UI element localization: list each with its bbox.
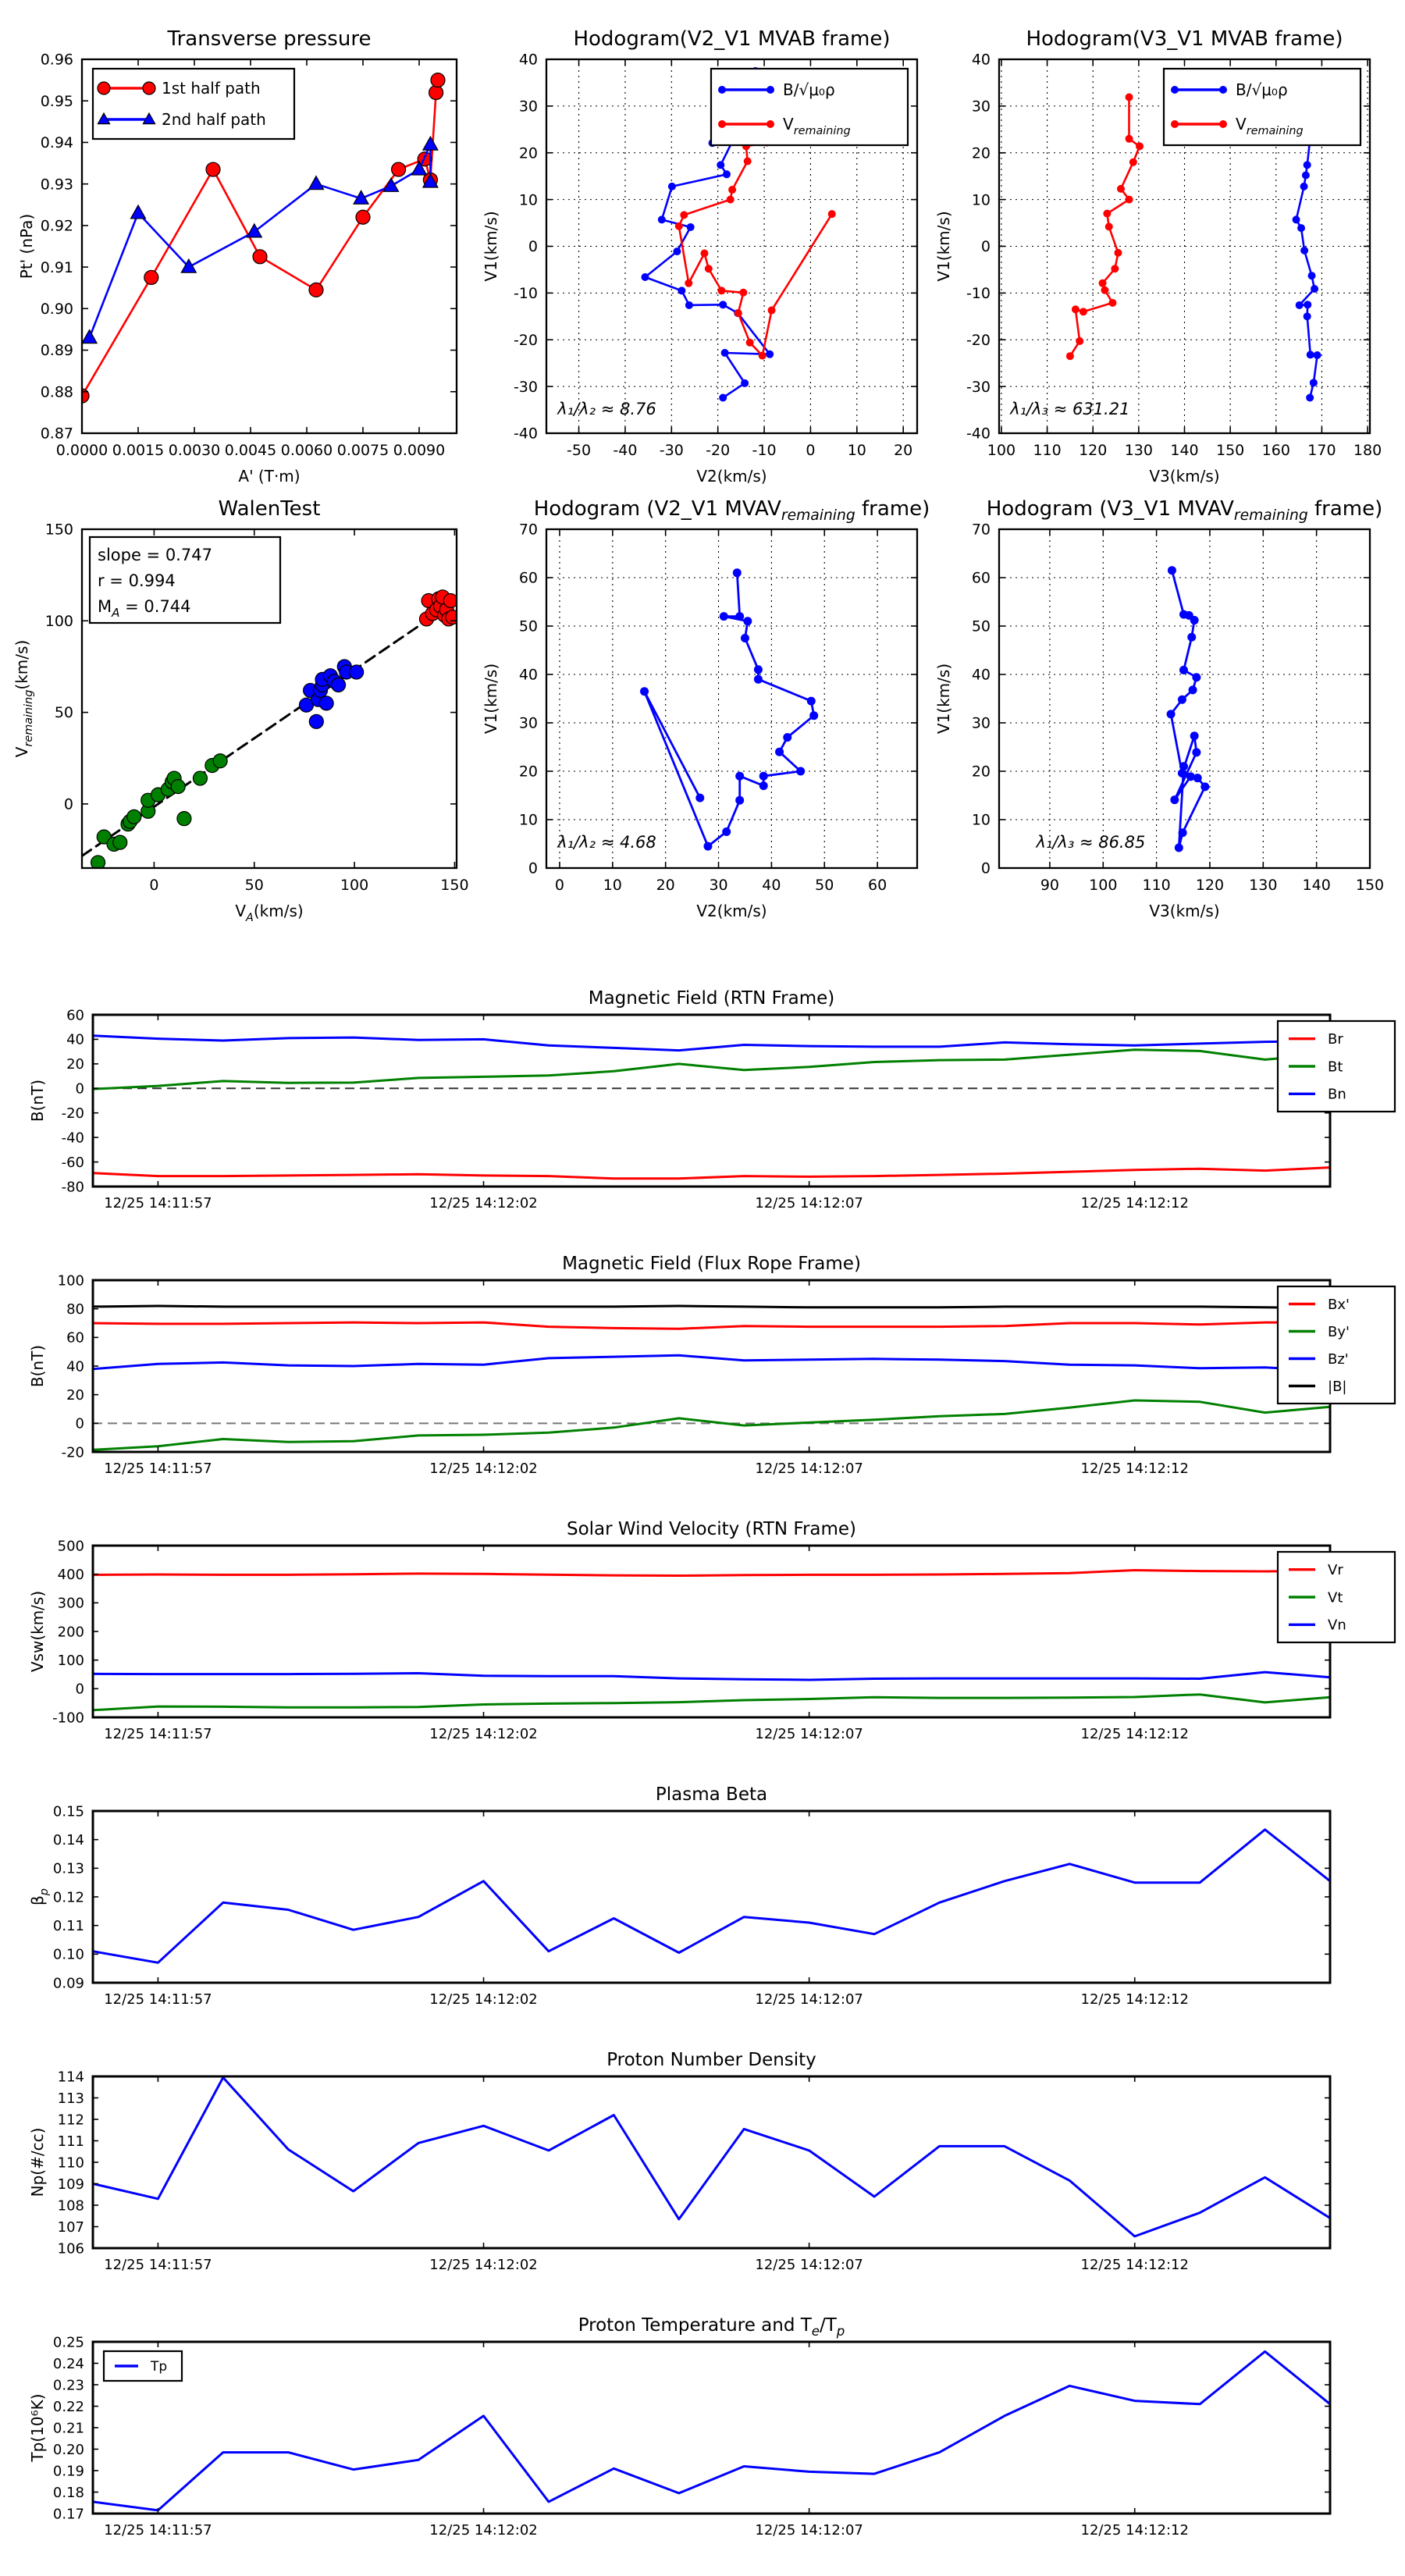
svg-text:80: 80 bbox=[66, 1300, 84, 1318]
svg-text:12/25 14:12:12: 12/25 14:12:12 bbox=[1080, 1726, 1189, 1742]
mag-field-fluxrope-ylabel: B(nT) bbox=[28, 1344, 47, 1388]
proton-temperature-panel bbox=[28, 2315, 1330, 2539]
plasma-beta-ylabel: $\beta_p$ bbox=[28, 1888, 51, 1905]
svg-text:0.12: 0.12 bbox=[52, 1889, 84, 1906]
svg-text:12/25 14:12:12: 12/25 14:12:12 bbox=[1080, 1195, 1189, 1212]
svg-text:-10: -10 bbox=[752, 442, 777, 459]
proton-temperature-ylabel: Tp(10⁶K) bbox=[28, 2393, 47, 2462]
svg-text:12/25 14:12:02: 12/25 14:12:02 bbox=[429, 1195, 538, 1212]
svg-text:12/25 14:12:02: 12/25 14:12:02 bbox=[429, 1726, 538, 1742]
svg-text:60: 60 bbox=[66, 1007, 84, 1024]
svg-text:50: 50 bbox=[54, 704, 73, 722]
hodogram-v2v1-mvab-title: Hodogram(V2_V1 MVAB frame) bbox=[573, 27, 891, 51]
svg-text:-10: -10 bbox=[966, 285, 991, 303]
svg-text:400: 400 bbox=[57, 1566, 84, 1583]
svg-text:0.17: 0.17 bbox=[52, 2506, 84, 2523]
svg-text:0.89: 0.89 bbox=[40, 342, 73, 360]
solar-wind-velocity-panel bbox=[28, 1519, 1395, 1742]
svg-text:12/25 14:12:07: 12/25 14:12:07 bbox=[755, 1461, 863, 1477]
svg-text:10: 10 bbox=[971, 811, 991, 829]
svg-text:12/25 14:11:57: 12/25 14:11:57 bbox=[104, 2257, 212, 2273]
hodogram-v3v1-mvab-panel bbox=[934, 27, 1382, 486]
hodogram-v3v1-mvav-series bbox=[1167, 566, 1210, 852]
svg-text:130: 130 bbox=[1124, 442, 1153, 459]
transverse-pressure-ylabel: Pt' (nPa) bbox=[17, 213, 36, 279]
svg-text:100: 100 bbox=[44, 612, 73, 630]
hodogram-v3v1-mvav-panel bbox=[934, 497, 1384, 920]
solar-wind-velocity-line-Vr bbox=[93, 1571, 1330, 1576]
svg-text:107: 107 bbox=[57, 2218, 84, 2236]
svg-text:2nd half path: 2nd half path bbox=[162, 110, 266, 129]
svg-text:0.0075: 0.0075 bbox=[336, 442, 389, 459]
svg-text:90: 90 bbox=[1040, 877, 1060, 894]
svg-text:12/25 14:12:02: 12/25 14:12:02 bbox=[429, 2257, 538, 2273]
solar-wind-velocity-series bbox=[93, 1571, 1330, 1710]
proton-number-density-series bbox=[93, 2077, 1330, 2236]
hodogram-v2v1-mvav-title: Hodogram (V2_V1 $MVAV_{remaining}$ frame) bbox=[533, 497, 930, 524]
walen-test-stats-line: slope = 0.747 bbox=[98, 546, 212, 564]
svg-text:-20: -20 bbox=[61, 1105, 84, 1123]
hodogram-v3v1-mvav-ylabel: V1(km/s) bbox=[934, 663, 953, 735]
mag-field-fluxrope-legend bbox=[1278, 1286, 1395, 1404]
walen-test-stats-line: r = 0.994 bbox=[98, 571, 176, 590]
svg-text:0.25: 0.25 bbox=[52, 2334, 84, 2351]
svg-text:12/25 14:12:12: 12/25 14:12:12 bbox=[1080, 2257, 1189, 2273]
plasma-beta-line-beta_p bbox=[93, 1830, 1330, 1963]
svg-text:-60: -60 bbox=[61, 1154, 84, 1171]
hodogram-v2v1-mvav-xlabel: V2(km/s) bbox=[696, 902, 767, 920]
svg-text:140: 140 bbox=[1302, 877, 1331, 894]
hodogram-v2v1-mvab-legend bbox=[711, 69, 908, 145]
svg-text:Bz': Bz' bbox=[1328, 1350, 1349, 1368]
svg-text:111: 111 bbox=[57, 2133, 84, 2150]
svg-text:112: 112 bbox=[57, 2112, 84, 2129]
svg-text:100: 100 bbox=[57, 1652, 84, 1669]
plasma-beta-panel bbox=[28, 1784, 1330, 2008]
mag-field-fluxrope-line-By' bbox=[93, 1400, 1330, 1450]
svg-text:100: 100 bbox=[57, 1272, 84, 1290]
svg-text:0: 0 bbox=[554, 877, 565, 894]
svg-text:40: 40 bbox=[518, 51, 538, 69]
svg-text:12/25 14:12:07: 12/25 14:12:07 bbox=[755, 2522, 863, 2539]
svg-text:12/25 14:11:57: 12/25 14:11:57 bbox=[104, 1461, 212, 1477]
svg-text:0.15: 0.15 bbox=[52, 1803, 84, 1820]
svg-text:B/√μ₀ρ: B/√μ₀ρ bbox=[1236, 80, 1288, 99]
svg-text:50: 50 bbox=[244, 877, 264, 894]
svg-text:0.14: 0.14 bbox=[52, 1831, 84, 1848]
svg-text:20: 20 bbox=[894, 442, 913, 459]
hodogram-v2v1-mvab-panel bbox=[482, 27, 917, 486]
svg-text:12/25 14:12:07: 12/25 14:12:07 bbox=[755, 1195, 863, 1212]
svg-text:1st half path: 1st half path bbox=[162, 79, 261, 98]
walen-test-stats-line: $M_A = 0.744$ bbox=[98, 597, 191, 620]
proton-temperature-line-Tp bbox=[93, 2351, 1330, 2510]
svg-text:12/25 14:12:07: 12/25 14:12:07 bbox=[755, 1991, 863, 2008]
svg-text:12/25 14:12:07: 12/25 14:12:07 bbox=[755, 2257, 863, 2273]
svg-text:0: 0 bbox=[806, 442, 816, 459]
svg-text:120: 120 bbox=[1079, 442, 1108, 459]
svg-text:100: 100 bbox=[340, 877, 369, 894]
svg-text:150: 150 bbox=[440, 877, 469, 894]
proton-temperature-series bbox=[93, 2351, 1330, 2510]
proton-temperature-ticks bbox=[53, 2334, 1330, 2539]
svg-text:180: 180 bbox=[1353, 442, 1382, 459]
svg-text:0.87: 0.87 bbox=[40, 425, 73, 443]
svg-text:20: 20 bbox=[656, 877, 675, 894]
hodogram-v2v1-mvav-panel bbox=[482, 497, 930, 920]
svg-text:-50: -50 bbox=[567, 442, 592, 459]
svg-text:30: 30 bbox=[518, 714, 538, 732]
svg-text:|B|: |B| bbox=[1328, 1378, 1347, 1395]
hodogram-v3v1-mvab-legend bbox=[1164, 69, 1361, 145]
mag-field-fluxrope-line-Bx' bbox=[93, 1322, 1330, 1329]
mag-field-rtn-panel bbox=[28, 988, 1395, 1212]
mag-field-fluxrope-ticks bbox=[58, 1272, 1330, 1477]
svg-text:0.0030: 0.0030 bbox=[168, 442, 221, 459]
transverse-pressure-line-2nd half path bbox=[90, 144, 431, 338]
svg-text:-20: -20 bbox=[513, 331, 538, 349]
svg-text:20: 20 bbox=[66, 1056, 84, 1073]
proton-number-density-spines bbox=[93, 2076, 1330, 2248]
svg-text:12/25 14:12:12: 12/25 14:12:12 bbox=[1080, 1461, 1189, 1477]
svg-text:110: 110 bbox=[1142, 877, 1171, 894]
svg-text:0.13: 0.13 bbox=[52, 1860, 84, 1877]
svg-text:20: 20 bbox=[518, 144, 538, 162]
svg-text:40: 40 bbox=[971, 666, 991, 684]
svg-text:110: 110 bbox=[1033, 442, 1062, 459]
svg-text:113: 113 bbox=[57, 2090, 84, 2107]
svg-text:-20: -20 bbox=[61, 1444, 84, 1461]
proton-number-density-line-Np bbox=[93, 2077, 1330, 2236]
plasma-beta-spines bbox=[93, 1811, 1330, 1983]
svg-text:-80: -80 bbox=[61, 1179, 84, 1196]
svg-text:60: 60 bbox=[66, 1329, 84, 1347]
svg-text:20: 20 bbox=[971, 763, 991, 781]
svg-text:12/25 14:12:12: 12/25 14:12:12 bbox=[1080, 1991, 1189, 2008]
svg-text:120: 120 bbox=[1195, 877, 1225, 894]
svg-text:60: 60 bbox=[868, 877, 887, 894]
hodogram-v2v1-mvav-line-V bbox=[645, 573, 814, 846]
svg-text:0.88: 0.88 bbox=[40, 383, 73, 401]
svg-text:300: 300 bbox=[57, 1595, 84, 1612]
svg-text:0.0060: 0.0060 bbox=[280, 442, 333, 459]
mag-field-fluxrope-panel bbox=[28, 1254, 1395, 1477]
svg-text:114: 114 bbox=[57, 2069, 84, 2086]
plasma-beta-series bbox=[93, 1830, 1330, 1963]
svg-text:10: 10 bbox=[971, 191, 991, 209]
hodogram-v2v1-mvav-series bbox=[640, 568, 818, 850]
svg-text:200: 200 bbox=[57, 1624, 84, 1641]
hodogram-v2v1-mvab-xlabel: V2(km/s) bbox=[696, 467, 767, 486]
walen-test-title: WalenTest bbox=[218, 497, 321, 521]
svg-text:50: 50 bbox=[518, 617, 538, 635]
solar-wind-velocity-ticks bbox=[52, 1538, 1330, 1742]
hodogram-v2v1-mvab-annotation: λ₁/λ₂ ≈ 8.76 bbox=[557, 400, 656, 419]
svg-text:Bt: Bt bbox=[1328, 1059, 1343, 1076]
svg-text:-40: -40 bbox=[613, 442, 638, 459]
svg-text:20: 20 bbox=[66, 1386, 84, 1404]
svg-text:10: 10 bbox=[518, 811, 538, 829]
mag-field-fluxrope-line-|B| bbox=[93, 1306, 1330, 1308]
svg-text:100: 100 bbox=[1089, 877, 1118, 894]
svg-text:0.10: 0.10 bbox=[52, 1946, 84, 1963]
svg-text:12/25 14:11:57: 12/25 14:11:57 bbox=[104, 2522, 212, 2539]
solar-wind-velocity-ylabel: Vsw(km/s) bbox=[28, 1590, 47, 1673]
svg-text:0.92: 0.92 bbox=[40, 217, 73, 235]
svg-text:0.90: 0.90 bbox=[40, 300, 73, 318]
svg-text:-30: -30 bbox=[966, 378, 991, 396]
svg-text:50: 50 bbox=[815, 877, 834, 894]
svg-text:0.19: 0.19 bbox=[52, 2463, 84, 2480]
hodogram-v3v1-mvab-annotation: λ₁/λ₃ ≈ 631.21 bbox=[1010, 400, 1130, 419]
svg-text:12/25 14:12:02: 12/25 14:12:02 bbox=[429, 1461, 538, 1477]
hodogram-v3v1-mvav-annotation: λ₁/λ₃ ≈ 86.85 bbox=[1036, 832, 1146, 852]
svg-text:100: 100 bbox=[987, 442, 1016, 459]
hodogram-v2v1-mvab-ylabel: V1(km/s) bbox=[482, 211, 500, 282]
plasma-beta-title: Plasma Beta bbox=[655, 1784, 768, 1805]
mag-field-rtn-spines bbox=[93, 1015, 1330, 1187]
svg-text:0.0045: 0.0045 bbox=[224, 442, 277, 459]
hodogram-v3v1-mvav-xlabel: V3(km/s) bbox=[1149, 902, 1220, 920]
mag-field-rtn-title: Magnetic Field (RTN Frame) bbox=[588, 988, 835, 1009]
hodogram-v2v1-mvav-ylabel: V1(km/s) bbox=[482, 663, 500, 735]
svg-text:150: 150 bbox=[1355, 877, 1385, 894]
svg-text:20: 20 bbox=[518, 763, 538, 781]
svg-text:0.21: 0.21 bbox=[52, 2420, 84, 2437]
proton-number-density-panel bbox=[28, 2050, 1330, 2273]
svg-text:60: 60 bbox=[518, 569, 538, 587]
svg-text:30: 30 bbox=[518, 98, 538, 116]
svg-text:0.96: 0.96 bbox=[40, 51, 73, 69]
mag-field-rtn-ticks bbox=[62, 1007, 1330, 1212]
svg-text:0.23: 0.23 bbox=[52, 2377, 84, 2394]
svg-text:Vr: Vr bbox=[1328, 1561, 1343, 1578]
svg-text:60: 60 bbox=[971, 569, 991, 587]
svg-text:0.22: 0.22 bbox=[52, 2398, 84, 2415]
walen-test-panel bbox=[12, 497, 469, 924]
solar-wind-velocity-line-Vt bbox=[93, 1695, 1330, 1710]
svg-text:0.0015: 0.0015 bbox=[112, 442, 165, 459]
svg-text:12/25 14:12:12: 12/25 14:12:12 bbox=[1080, 2522, 1189, 2539]
svg-text:10: 10 bbox=[518, 191, 538, 209]
svg-text:12/25 14:11:57: 12/25 14:11:57 bbox=[104, 1726, 212, 1742]
svg-text:0: 0 bbox=[75, 1080, 84, 1098]
svg-text:Vremaining: $V_{remaining}$ bbox=[783, 115, 851, 137]
svg-text:-20: -20 bbox=[966, 331, 991, 349]
svg-text:40: 40 bbox=[66, 1358, 84, 1375]
svg-text:0.20: 0.20 bbox=[52, 2441, 84, 2458]
hodogram-v3v1-mvab-title: Hodogram(V3_V1 MVAB frame) bbox=[1026, 27, 1343, 51]
svg-text:160: 160 bbox=[1261, 442, 1290, 459]
svg-text:0.95: 0.95 bbox=[40, 92, 73, 110]
proton-number-density-title: Proton Number Density bbox=[606, 2050, 816, 2070]
svg-text:10: 10 bbox=[847, 442, 866, 459]
proton-temperature-spines bbox=[93, 2342, 1330, 2514]
svg-text:70: 70 bbox=[518, 521, 538, 539]
proton-temperature-title: Proton Temperature and $T_e/T_p$ bbox=[578, 2315, 845, 2339]
svg-text:40: 40 bbox=[971, 51, 991, 69]
svg-text:0.0090: 0.0090 bbox=[393, 442, 446, 459]
svg-text:12/25 14:12:07: 12/25 14:12:07 bbox=[755, 1726, 863, 1742]
svg-text:0: 0 bbox=[980, 859, 991, 877]
svg-text:-40: -40 bbox=[966, 425, 991, 443]
svg-text:0.18: 0.18 bbox=[52, 2484, 84, 2501]
svg-text:150: 150 bbox=[44, 521, 73, 539]
svg-text:0.11: 0.11 bbox=[52, 1917, 84, 1934]
svg-text:0.24: 0.24 bbox=[52, 2355, 84, 2372]
svg-text:Tp: Tp bbox=[151, 2358, 168, 2375]
svg-text:108: 108 bbox=[57, 2197, 84, 2215]
svg-text:130: 130 bbox=[1249, 877, 1278, 894]
svg-text:-100: -100 bbox=[52, 1710, 84, 1727]
svg-text:50: 50 bbox=[971, 617, 991, 635]
proton-number-density-ticks bbox=[58, 2069, 1330, 2273]
walen-test-ylabel: $V_{remaining}(km/s)$ bbox=[12, 639, 35, 758]
svg-text:20: 20 bbox=[971, 144, 991, 162]
svg-text:109: 109 bbox=[57, 2176, 84, 2193]
svg-text:30: 30 bbox=[971, 714, 991, 732]
svg-text:0: 0 bbox=[149, 877, 159, 894]
svg-text:12/25 14:11:57: 12/25 14:11:57 bbox=[104, 1195, 212, 1212]
svg-text:Vremaining: $V_{remaining}$ bbox=[1236, 115, 1304, 137]
svg-text:-30: -30 bbox=[659, 442, 684, 459]
svg-text:106: 106 bbox=[57, 2240, 84, 2258]
svg-text:70: 70 bbox=[971, 521, 991, 539]
mag-field-rtn-legend bbox=[1278, 1021, 1395, 1112]
proton-number-density-ylabel: Np(#/cc) bbox=[28, 2127, 47, 2197]
svg-text:Vt: Vt bbox=[1328, 1589, 1343, 1606]
svg-text:40: 40 bbox=[518, 666, 538, 684]
svg-text:12/25 14:12:02: 12/25 14:12:02 bbox=[429, 1991, 538, 2008]
svg-text:By': By' bbox=[1328, 1323, 1350, 1340]
walen-test-series bbox=[82, 590, 460, 870]
transverse-pressure-title: Transverse pressure bbox=[167, 27, 372, 51]
solar-wind-velocity-line-Vn bbox=[93, 1672, 1330, 1680]
svg-text:0: 0 bbox=[528, 238, 538, 256]
transverse-pressure-xlabel: A' (T·m) bbox=[238, 467, 301, 486]
svg-text:0.09: 0.09 bbox=[52, 1975, 84, 1992]
solar-wind-velocity-legend bbox=[1278, 1552, 1395, 1642]
mag-field-rtn-series bbox=[93, 1036, 1330, 1179]
svg-text:Bn: Bn bbox=[1328, 1086, 1346, 1103]
svg-text:0: 0 bbox=[75, 1415, 84, 1432]
walen-test-xlabel: $V_A(km/s)$ bbox=[235, 902, 304, 924]
transverse-pressure-panel bbox=[17, 27, 457, 486]
svg-text:40: 40 bbox=[66, 1031, 84, 1048]
svg-text:12/25 14:11:57: 12/25 14:11:57 bbox=[104, 1991, 212, 2008]
svg-text:Vn: Vn bbox=[1328, 1617, 1346, 1634]
svg-text:10: 10 bbox=[603, 877, 622, 894]
svg-text:-40: -40 bbox=[61, 1130, 84, 1147]
svg-text:40: 40 bbox=[762, 877, 781, 894]
svg-text:-20: -20 bbox=[706, 442, 731, 459]
proton-temperature-legend bbox=[104, 2351, 182, 2381]
hodogram-v3v1-mvav-title: Hodogram (V3_V1 $MVAV_{remaining}$ frame) bbox=[986, 497, 1383, 524]
mag-field-fluxrope-series bbox=[93, 1306, 1330, 1450]
svg-text:30: 30 bbox=[971, 98, 991, 116]
svg-text:-10: -10 bbox=[513, 285, 538, 303]
svg-text:B/√μ₀ρ: B/√μ₀ρ bbox=[783, 80, 835, 99]
svg-text:150: 150 bbox=[1216, 442, 1245, 459]
svg-text:0: 0 bbox=[528, 859, 538, 877]
svg-text:110: 110 bbox=[57, 2154, 84, 2172]
hodogram-v3v1-mvab-xlabel: V3(km/s) bbox=[1149, 467, 1220, 486]
svg-text:0: 0 bbox=[75, 1681, 84, 1698]
mag-field-rtn-line-Br bbox=[93, 1168, 1330, 1179]
svg-text:0: 0 bbox=[980, 238, 991, 256]
svg-text:-30: -30 bbox=[513, 378, 538, 396]
svg-text:0.0000: 0.0000 bbox=[55, 442, 108, 459]
mag-field-rtn-ylabel: B(nT) bbox=[28, 1079, 47, 1123]
svg-text:0: 0 bbox=[63, 795, 73, 813]
hodogram-v3v1-mvab-ylabel: V1(km/s) bbox=[934, 211, 953, 282]
transverse-pressure-legend bbox=[93, 69, 294, 139]
mag-field-rtn-line-Bt bbox=[93, 1050, 1330, 1089]
hodogram-v3v1-mvav-ticks bbox=[972, 521, 1384, 894]
svg-text:500: 500 bbox=[57, 1538, 84, 1555]
svg-text:0.94: 0.94 bbox=[40, 134, 73, 152]
svg-text:12/25 14:12:02: 12/25 14:12:02 bbox=[429, 2522, 538, 2539]
svg-text:Bx': Bx' bbox=[1328, 1296, 1350, 1313]
mag-field-fluxrope-line-Bz' bbox=[93, 1355, 1330, 1371]
svg-text:-40: -40 bbox=[513, 425, 538, 443]
svg-text:170: 170 bbox=[1307, 442, 1336, 459]
solar-wind-velocity-title: Solar Wind Velocity (RTN Frame) bbox=[566, 1519, 857, 1539]
svg-text:140: 140 bbox=[1170, 442, 1199, 459]
svg-text:0.91: 0.91 bbox=[40, 258, 73, 276]
svg-text:0.93: 0.93 bbox=[40, 176, 73, 194]
svg-text:30: 30 bbox=[709, 877, 728, 894]
hodogram-v2v1-mvav-annotation: λ₁/λ₂ ≈ 4.68 bbox=[557, 832, 656, 852]
mag-field-fluxrope-title: Magnetic Field (Flux Rope Frame) bbox=[562, 1254, 861, 1274]
svg-text:Br: Br bbox=[1328, 1030, 1343, 1048]
mag-field-rtn-line-Bn bbox=[93, 1036, 1330, 1051]
